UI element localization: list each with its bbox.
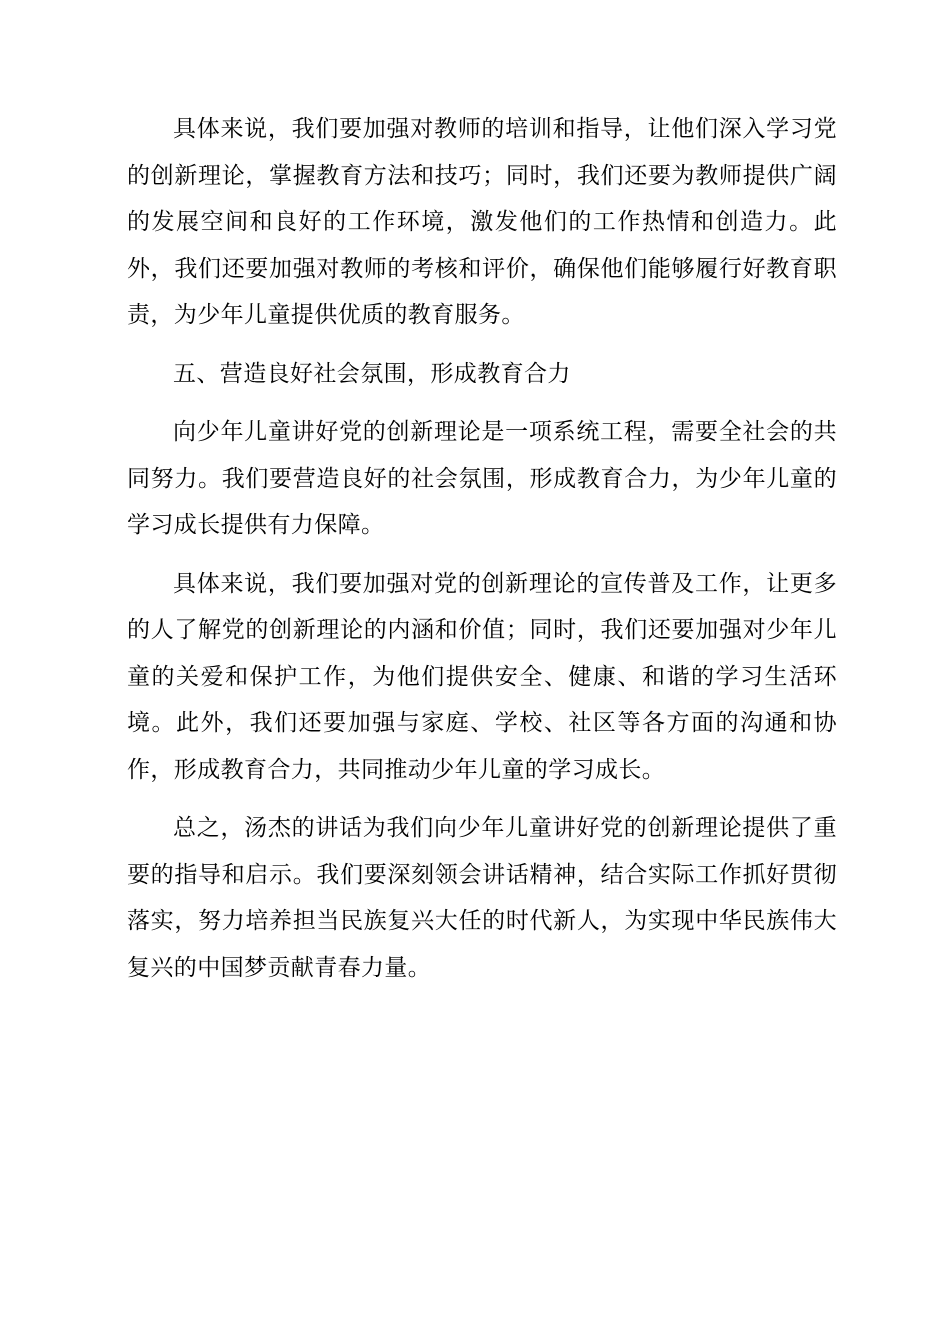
paragraph-systematic-project: 向少年儿童讲好党的创新理论是一项系统工程，需要全社会的共同努力。我们要营造良好的社会氛围，形成教育合力，为少年儿童的学习成长提供有力保障。: [127, 419, 837, 538]
paragraph-publicity-and-care: 具体来说，我们要加强对党的创新理论的宣传普及工作，让更多的人了解党的创新理论的内涵和价值；同时，我们还要加强对少年儿童的关爱和保护工作，为他们提供安全、健康、和谐的学习生活环境。此外，我们还要加强与家庭、学校、社区等各方面的沟通和协作，形成教育合力，共同推动少年儿童的学习成长。: [127, 570, 837, 783]
paragraph-teacher-training: 具体来说，我们要加强对教师的培训和指导，让他们深入学习党的创新理论，掌握教育方法和技巧；同时，我们还要为教师提供广阔的发展空间和良好的工作环境，激发他们的工作热情和创造力。此外，我们还要加强对教师的考核和评价，确保他们能够履行好教育职责，为少年儿童提供优质的教育服务。: [127, 116, 837, 328]
section-heading-five: 五、营造良好社会氛围，形成教育合力: [173, 360, 571, 387]
paragraph-conclusion: 总之，汤杰的讲话为我们向少年儿童讲好党的创新理论提供了重要的指导和启示。我们要深刻领会讲话精神，结合实际工作抓好贯彻落实，努力培养担当民族复兴大任的时代新人，为实现中华民族伟大复兴的中国梦贡献青春力量。: [127, 815, 837, 981]
document-body: [127, 106, 837, 1003]
